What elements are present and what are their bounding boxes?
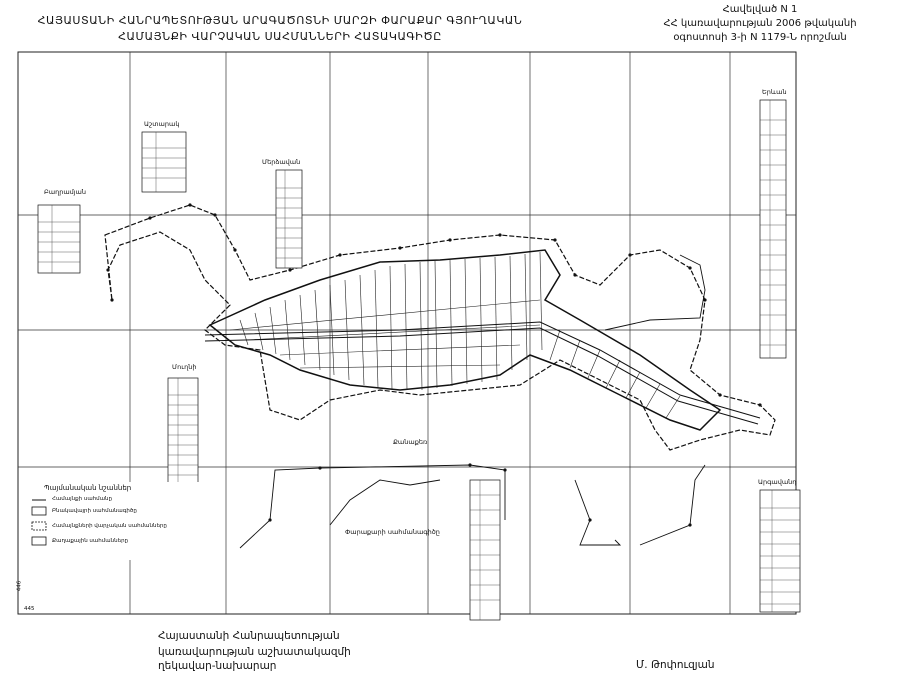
map-subtitle: Փարաքարի սահմանագիծը xyxy=(345,528,440,536)
region-label-yerevan: Երևան xyxy=(762,88,787,96)
map-title-line1: ՀԱՅԱՍՏԱՆԻ ՀԱՆՐԱՊԵՏՈՒԹՅԱՆ ԱՐԱԳԱԾՈՏՆԻ ՄԱՐԶԻ ՓԱՐԱՔԱՐ ԳՅՈՒՂԱԿԱՆ xyxy=(37,14,523,27)
map-title-line2: ՀԱՄԱՅՆՔԻ ՎԱՐՉԱԿԱՆ ՍԱՀՄԱՆՆԵՐԻ ՀԱՏԱԿԱԳԻԾԸ xyxy=(118,30,442,43)
legend-item-community-boundary: Համայնքի սահմանը xyxy=(52,496,112,502)
region-label-ashtarak: Աշտարակ xyxy=(144,120,180,128)
signatory-name: Մ. Թոփուզյան xyxy=(636,659,715,671)
annex-decision: օգոստոսի 3-ի N 1179-Ն որոշման xyxy=(673,32,847,43)
legend-item-admin-boundaries: Համայնքների վարչական սահմանները xyxy=(52,523,167,529)
corner-number-bottom: 445 xyxy=(24,606,35,612)
signature-line2: կառավարության աշխատակազմի xyxy=(158,646,351,658)
annex-government: ՀՀ կառավարության 2006 թվականի xyxy=(663,18,857,29)
region-label-mughni: Մուղնի xyxy=(172,363,197,371)
legend-item-city-boundaries: Քաղաքային սահմանները xyxy=(52,538,129,544)
region-label-kanaker: Քանաքեռ xyxy=(393,438,428,446)
region-label-merdzavan: Մերձավան xyxy=(262,158,301,166)
signature-line3: ղեկավար-նախարար xyxy=(158,660,277,672)
annex-label: Հավելված N 1 xyxy=(722,4,798,15)
region-label-baghramyan: Բաղրամյան xyxy=(44,188,86,196)
signature-line1: Հայաստանի Հանրապետության xyxy=(158,630,340,642)
corner-number-left: 446 xyxy=(16,580,23,592)
region-label-argavand: Արգավանդ xyxy=(758,478,797,486)
parcel-lines xyxy=(230,252,680,418)
legend-box xyxy=(30,482,202,560)
legend-item-settlement-boundary: Բնակավայրի սահմանագիծը xyxy=(52,508,137,514)
legend-title: Պայմանական նշաններ xyxy=(44,484,132,492)
